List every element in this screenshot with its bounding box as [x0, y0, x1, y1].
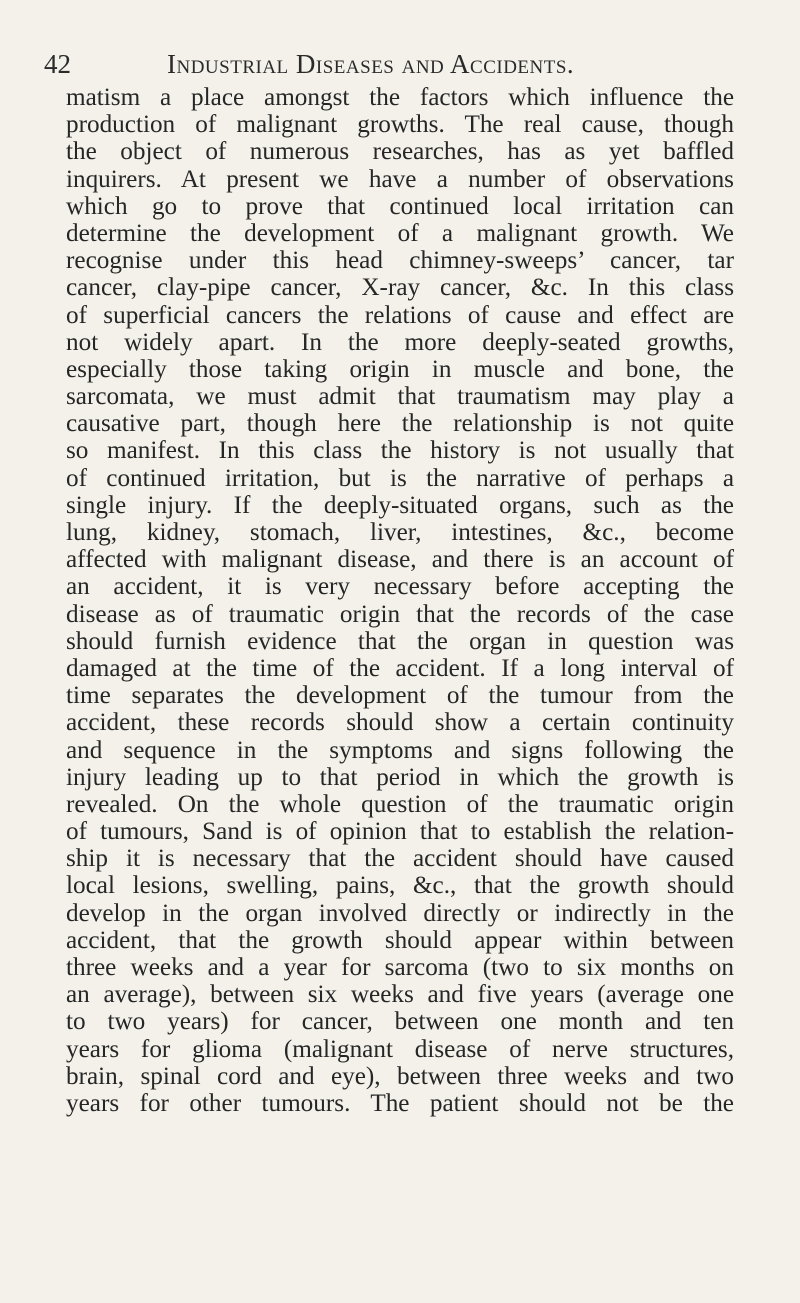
text-line: the object of numerous researches, has as yet baffled — [66, 138, 734, 166]
text-line: disease as of traumatic origin that the records of the case — [66, 600, 734, 628]
text-line: revealed. On the whole question of the traumatic origin — [66, 790, 734, 818]
text-line: of continued irritation, but is the narrative of perhaps a — [66, 464, 734, 492]
text-line: time separates the development of the tumour from the — [66, 682, 734, 710]
text-line: not widely apart. In the more deeply-seated growths, — [66, 328, 734, 356]
text-line: inquirers. At present we have a number of observations — [66, 165, 734, 193]
text-line: sarcomata, we must admit that traumatism may play a — [66, 383, 734, 411]
text-line: which go to prove that continued local irritation can — [66, 192, 734, 220]
text-line: brain, spinal cord and eye), between three weeks and two — [66, 1062, 734, 1090]
text-line: especially those taking origin in muscle and bone, the — [66, 355, 734, 383]
body-text — [66, 84, 734, 1117]
text-line: accident, these records should show a certain continuity — [66, 709, 734, 737]
running-title: Industrial Diseases and Accidents. — [167, 49, 575, 79]
text-line: of superficial cancers the relations of cause and effect are — [66, 301, 734, 329]
text-line: lung, kidney, stomach, liver, intestines, &c., become — [66, 519, 734, 546]
text-line: three weeks and a year for sarcoma (two to six months on — [66, 954, 734, 981]
text-line: an average), between six weeks and five years (average one — [66, 981, 734, 1009]
text-line: recognise under this head chimney-sweeps’ cancer, tar — [66, 247, 734, 275]
page-number: 42 — [44, 49, 71, 79]
text-line: affected with malignant disease, and there is an account of — [66, 546, 734, 574]
text-line: to two years) for cancer, between one month and ten — [66, 1008, 734, 1036]
text-line: an accident, it is very necessary before accepting the — [66, 573, 734, 601]
text-line: local lesions, swelling, pains, &c., that the growth should — [66, 872, 734, 900]
text-line: years for other tumours. The patient should not be the — [66, 1089, 734, 1117]
text-line: and sequence in the symptoms and signs following the — [66, 736, 734, 764]
text-line: so manifest. In this class the history is not usually that — [66, 437, 734, 465]
text-line: years for glioma (malignant disease of nerve structures, — [66, 1035, 734, 1063]
text-line: should furnish evidence that the organ in question was — [66, 627, 734, 655]
text-line: damaged at the time of the accident. If a long interval of — [66, 654, 734, 682]
text-line: cancer, clay-pipe cancer, X-ray cancer, &c. In this class — [66, 274, 734, 302]
text-line: injury leading up to that period in which the growth is — [66, 763, 734, 791]
text-line: accident, that the growth should appear within between — [66, 926, 734, 954]
text-line: single injury. If the deeply-situated organs, such as the — [66, 491, 734, 519]
text-line: develop in the organ involved directly or indirectly in the — [66, 899, 734, 927]
running-head — [44, 44, 744, 84]
text-line: causative part, though here the relationship is not quite — [66, 410, 734, 438]
text-line: production of malignant growths. The real cause, though — [66, 111, 734, 139]
text-line: determine the development of a malignant growth. We — [66, 219, 734, 247]
text-line: matism a place amongst the factors which influence the — [66, 84, 734, 111]
text-line: ship it is necessary that the accident should have caused — [66, 845, 734, 873]
text-line: of tumours, Sand is of opinion that to establish the relation- — [66, 818, 734, 846]
